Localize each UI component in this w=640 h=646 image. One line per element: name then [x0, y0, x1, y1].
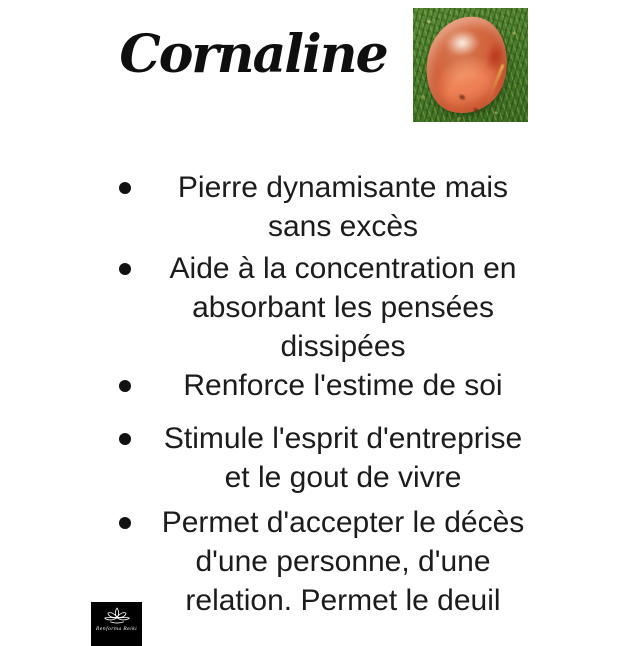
bullet-icon [119, 380, 131, 392]
property-line: Renforce l'estime de soi [183, 369, 503, 402]
property-line: Aide à la concentration en [169, 252, 517, 285]
list-item [112, 249, 548, 366]
stone-speck [456, 92, 467, 103]
property-line: Pierre dynamisante mais [177, 171, 509, 204]
property-line: Stimule l'esprit d'entreprise [163, 422, 523, 455]
bullet-icon [119, 263, 131, 275]
carnelian-stone-photo [413, 8, 528, 122]
property-line: Permet d'accepter le décès [161, 506, 525, 539]
bullet-icon [119, 433, 131, 445]
list-item [112, 168, 548, 246]
property-line: sans excès [267, 210, 419, 243]
property-line: relation. Permet le deuil [185, 584, 501, 617]
page-title: Cornaline [119, 24, 387, 85]
property-line: absorbant les pensées [192, 291, 494, 324]
brand-name: Renforma Reiki [95, 627, 138, 632]
property-line: et le gout de vivre [224, 461, 462, 494]
brand-logo [91, 602, 142, 646]
list-item [112, 366, 548, 405]
list-item [112, 419, 548, 497]
property-line: d'une personne, d'une [195, 545, 491, 578]
list-item [112, 503, 548, 620]
property-line: dissipées [280, 330, 406, 363]
lotus-icon [103, 606, 131, 625]
properties-list [112, 168, 548, 620]
bullet-icon [119, 182, 131, 194]
bullet-icon [119, 517, 131, 529]
